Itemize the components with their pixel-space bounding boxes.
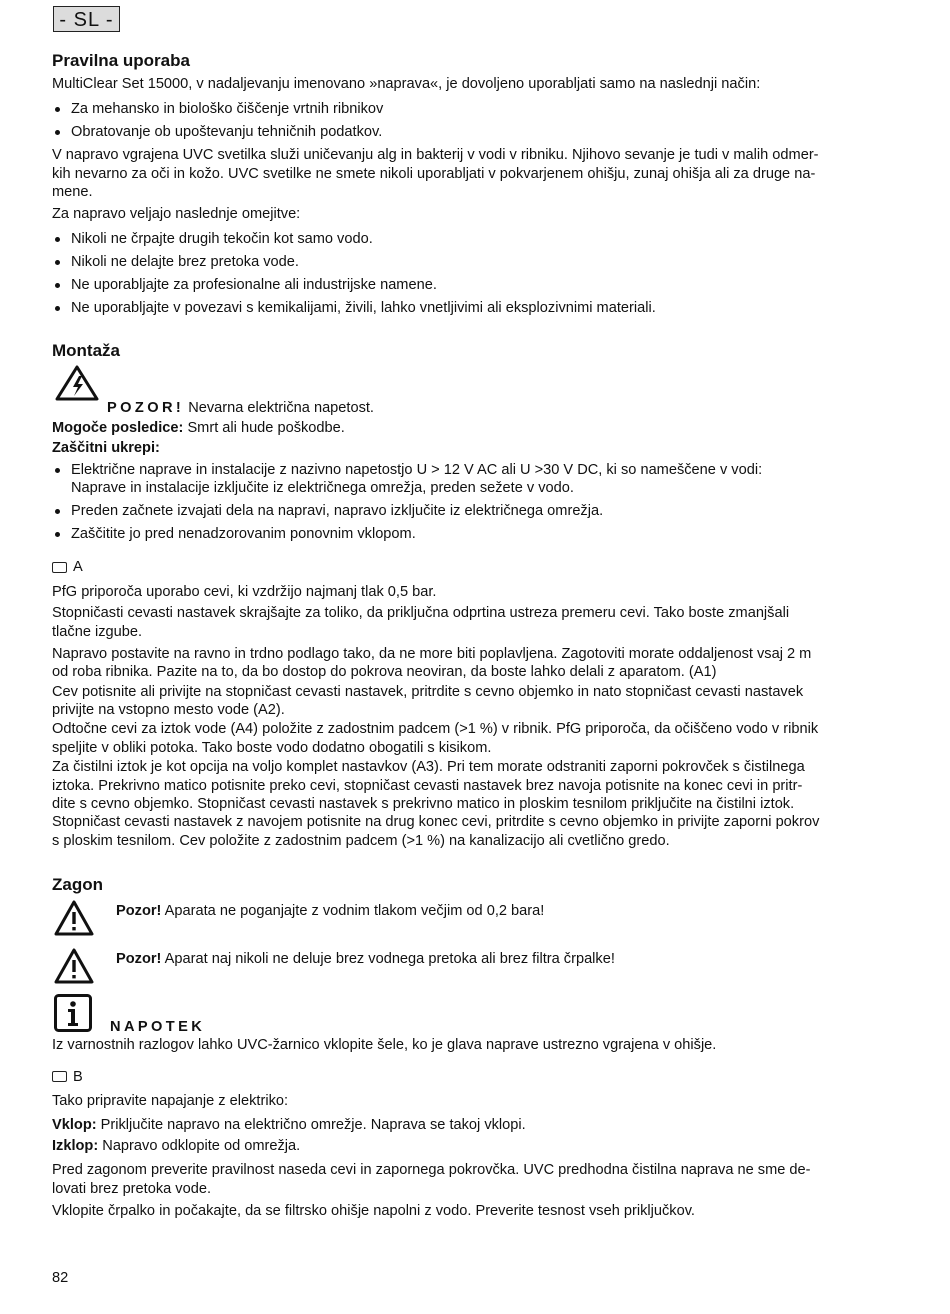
list-item — [52, 461, 887, 498]
list-item: Zaščitite jo pred nenadzorovanim ponovnim vklopom. — [52, 525, 887, 543]
list-item: Obratovanje ob upoštevanju tehničnih podatkov. — [52, 123, 887, 141]
list-item: Preden začnete izvajati dela na napravi, napravo izključite iz električnega omrežja. — [52, 502, 887, 520]
power-on-label: Vklop: — [52, 1117, 97, 1134]
power-off — [52, 1137, 887, 1155]
section-title-assembly: Montaža — [52, 340, 120, 360]
paragraph: PfG priporoča uporabo cevi, ki vzdržijo najmanj tlak 0,5 bar. — [52, 583, 437, 600]
power-on-text: Priključite napravo na električno omrežje. Naprava se takoj vklopi. — [100, 1117, 526, 1134]
text-line: speljite v obliki potoka. Tako boste vodo dodatno obogatili s kisikom. — [52, 739, 492, 756]
paragraph — [52, 645, 887, 682]
list-item: Za mehansko in biološko čiščenje vrtnih ribnikov — [52, 100, 887, 118]
text-line: Pred zagonom preverite pravilnost naseda cevi in zapornega pokrovčka. UVC predhodna čistilna naprava ne sme de- — [52, 1162, 811, 1179]
restrictions-intro: Za napravo veljajo naslednje omejitve: — [52, 206, 301, 223]
content — [52, 50, 887, 1224]
text-line: Odtočne cevi za iztok vode (A4) položite z zadostnim padcem (>1 %) v ribnik. PfG priporoča, da očiščeno vodo v ribnik — [52, 721, 819, 738]
warning-text — [116, 950, 615, 968]
warning-text — [116, 902, 544, 920]
text-line: lovati brez pretoka vode. — [52, 1180, 211, 1197]
consequences — [52, 419, 887, 437]
consequences-text: Smrt ali hude poškodbe. — [187, 419, 345, 436]
text-line: V napravo vgrajena UVC svetilka služi uničevanju alg in bakterij v vodi v ribniku. Njihovo sevanje je tudi v malih odmer- — [52, 147, 819, 164]
list-item: Nikoli ne delajte brez pretoka vode. — [52, 253, 887, 271]
language-tag: - SL - — [53, 6, 120, 32]
warning-word: POZOR! — [107, 399, 185, 416]
text-line: Stopničasti cevasti nastavek skrajšajte za toliko, da priključna odprtina ustreza premeru cevi. Tako boste zmanjšali — [52, 605, 790, 622]
section-title-usage: Pravilna uporaba — [52, 51, 190, 70]
electric-warning — [52, 365, 887, 399]
section-title-startup: Zagon — [52, 874, 103, 894]
consequences-label: Mogoče posledice: — [52, 419, 184, 436]
warning-body: Aparat naj nikoli ne deluje brez vodnega pretoka ali brez filtra črpalke! — [164, 950, 615, 967]
page-number: 82 — [52, 1270, 69, 1286]
usage-list — [52, 100, 887, 141]
power-off-text: Napravo odklopite od omrežja. — [102, 1137, 301, 1154]
warning-triangle-icon — [54, 948, 94, 989]
text-line: dite s cevno objemko. Stopničast cevasti nastavek s prekrivno matico in ploskim tesnilom priključite na čistilni iztok. — [52, 796, 795, 813]
paragraph — [52, 604, 887, 641]
paragraph: Vklopite črpalko in počakajte, da se filtrsko ohišje napolni z vodo. Preverite tesnost vseh priključkov. — [52, 1202, 695, 1219]
text-line: od roba ribnika. Pazite na to, da bo dostop do pokrova neoviran, da boste lahko delali z aparatom. (A1) — [52, 664, 717, 681]
text-line: privijte na vstopno mesto vode (A2). — [52, 702, 285, 718]
text-line: tlačne izgube. — [52, 623, 143, 640]
text-line: Cev potisnite ali privijte na stopničast cevasti nastavek, pritrdite s cevno objemko in nato stopničast cevasti nastavek — [52, 683, 804, 700]
pressure-warning — [52, 898, 887, 946]
text-line: s ploskim tesnilom. Cev položite z zadostnim padcem (>1 %) na kanalizacijo ali cvetlično gredo. — [52, 832, 670, 849]
note-word: NAPOTEK — [110, 1018, 206, 1035]
figure-label: B — [73, 1068, 83, 1085]
warning-body: Aparata ne poganjajte z vodnim tlakom večjim od 0,2 bara! — [164, 902, 545, 919]
figure-reference — [52, 1068, 887, 1086]
figure-icon — [52, 562, 67, 573]
text-line: Električne naprave in instalacije z nazivno napetostjo U > 12 V AC ali U >30 V DC, ki so nameščene v vodi: — [71, 461, 763, 478]
figure-label: A — [73, 559, 83, 576]
paragraph — [52, 758, 887, 850]
usage-intro: MultiClear Set 15000, v nadaljevanju imenovano »naprava«, je dovoljeno uporabljati samo na naslednji način: — [52, 76, 761, 92]
power-on — [52, 1116, 887, 1134]
warning-label: Pozor! — [116, 902, 162, 919]
note-block — [52, 994, 887, 1036]
restrictions-list — [52, 230, 887, 317]
warning-label: Pozor! — [116, 950, 162, 967]
text-line: kih nevarno za oči in kožo. UVC svetilke ne smete nikoli uporabljati v pokvarjenem ohišju, zunaj ohišja ali za druge na- — [52, 165, 816, 182]
text-line: iztoka. Prekrivno matico potisnite preko cevi, stopničast cevasti nastavek brez navoja potisnite na konec cevi in pritr- — [52, 777, 803, 794]
text-line: mene. — [52, 184, 93, 201]
text-line: Naprave in instalacije izključite iz električnega omrežja, preden sežete v vodo. — [71, 480, 574, 497]
note-text: Iz varnostnih razlogov lahko UVC-žarnico vklopite šele, ko je glava naprave ustrezno vgrajena v ohišje. — [52, 1036, 717, 1053]
flow-warning — [52, 946, 887, 994]
list-item: Ne uporabljajte v povezavi s kemikalijami, živili, lahko vnetljivimi ali eksplozivnimi materiali. — [52, 299, 887, 317]
text-line: Za čistilni iztok je kot opcija na voljo komplet nastavkov (A3). Pri tem morate odstraniti zaporni pokrovček s čistilnega — [52, 759, 805, 776]
warning-text: Nevarna električna napetost. — [188, 399, 374, 416]
info-icon — [54, 994, 92, 1037]
list-item: Nikoli ne črpajte drugih tekočin kot samo vodo. — [52, 230, 887, 248]
power-off-label: Izklop: — [52, 1137, 99, 1154]
figure-reference — [52, 558, 887, 576]
measures-label: Zaščitni ukrepi: — [52, 440, 160, 457]
text-line: Napravo postavite na ravno in trdno podlago tako, da ne more biti poplavljena. Zagotoviti morate oddaljenost vsaj 2 m — [52, 645, 812, 662]
uvc-paragraph — [52, 146, 887, 201]
paragraph — [52, 683, 887, 720]
figure-icon — [52, 1071, 67, 1082]
paragraph — [52, 720, 887, 757]
measures-list — [52, 461, 887, 544]
warning-line — [52, 399, 887, 417]
high-voltage-warning-icon — [55, 365, 99, 406]
text-line: Stopničast cevasti nastavek z navojem potisnite na drug konec cevi, pritrdite s cevno objemko in privijte zaporni pokrov — [52, 814, 820, 831]
list-item: Ne uporabljajte za profesionalne ali industrijske namene. — [52, 276, 887, 294]
paragraph — [52, 1161, 887, 1198]
warning-triangle-icon — [54, 900, 94, 941]
power-intro: Tako pripravite napajanje z elektriko: — [52, 1093, 289, 1110]
